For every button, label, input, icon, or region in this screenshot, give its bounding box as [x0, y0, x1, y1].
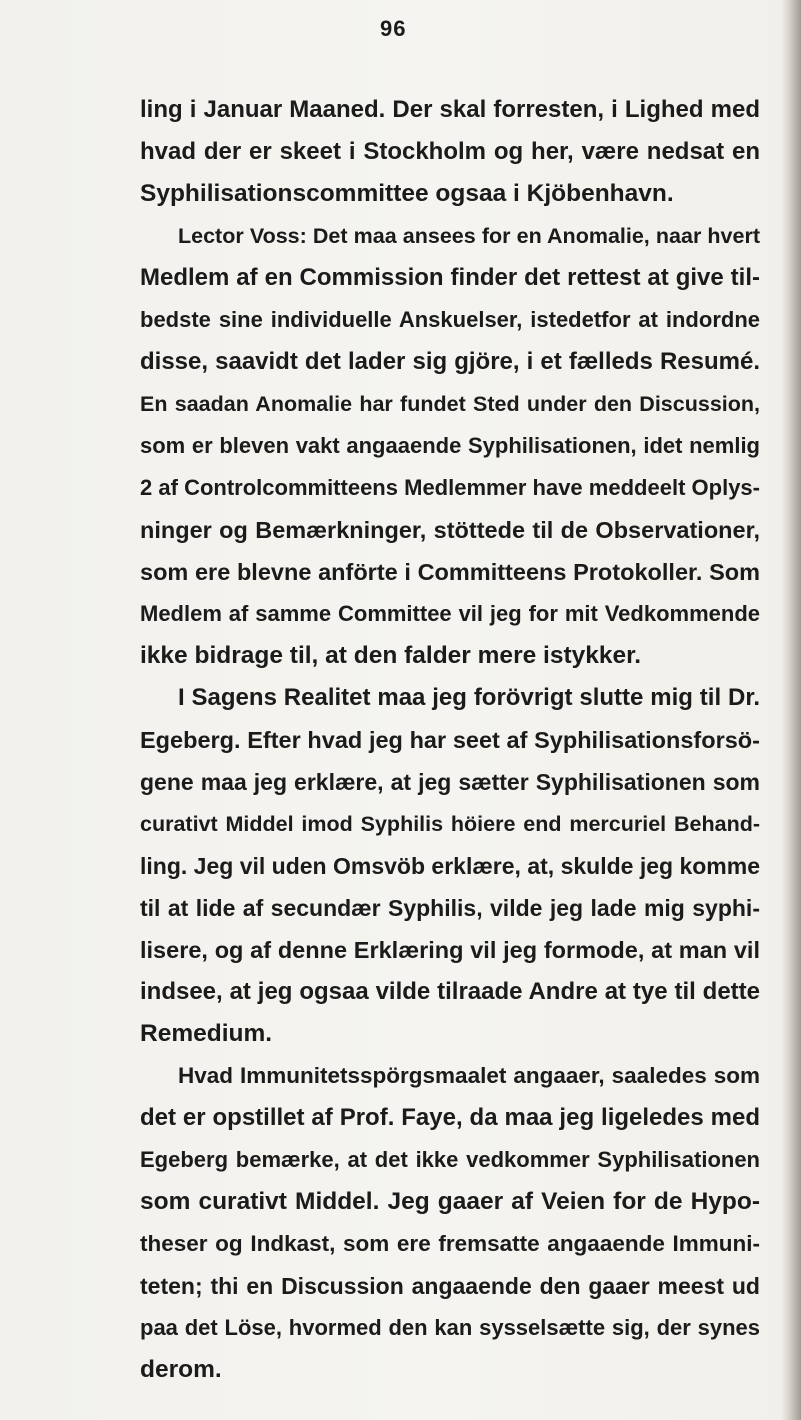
text-line: gene maa jeg erklære, at jeg sætter Syphilisationen som — [140, 769, 760, 795]
text-line: paa det Löse, hvormed den kan sysselsætte sig, der synes — [140, 1315, 760, 1340]
text-line: Hvad Immunitetsspörgsmaalet angaaer, saaledes som — [178, 1063, 760, 1088]
text-line: lisere, og af denne Erklæring vil jeg formode, at man vil — [140, 937, 760, 963]
body-text — [140, 89, 760, 1391]
text-line: Egeberg. Efter hvad jeg har seet af Syphilisationsforsö- — [140, 727, 760, 753]
text-line: indsee, at jeg ogsaa vilde tilraade Andre at tye til dette — [140, 978, 760, 1005]
text-line: Remedium. — [140, 1020, 273, 1047]
text-line: 2 af Controlcommitteens Medlemmer have meddeelt Oplys- — [140, 475, 760, 500]
text-line: teten; thi en Discussion angaaende den gaaer meest ud — [140, 1273, 760, 1299]
text-line: til at lide af secundær Syphilis, vilde jeg lade mig syphi- — [140, 895, 760, 921]
text-line: Lector Voss: Det maa ansees for en Anomalie, naar hvert — [178, 224, 760, 248]
text-line: ninger og Bemærkninger, stöttede til de Observationer, — [140, 517, 760, 543]
text-line: som curativt Middel. Jeg gaaer af Veien for de Hypo- — [140, 1188, 760, 1215]
text-line: Medlem af samme Committee vil jeg for mit Vedkommende — [140, 601, 760, 626]
text-line: ikke bidrage til, at den falder mere istykker. — [140, 642, 642, 669]
text-line: derom. — [140, 1356, 222, 1383]
text-line: det er opstillet af Prof. Faye, da maa jeg ligeledes med — [140, 1104, 760, 1131]
text-line: hvad der er skeet i Stockholm og her, være nedsat en — [140, 138, 760, 165]
text-line: som er bleven vakt angaaende Syphilisationen, idet nemlig — [140, 433, 760, 458]
text-line: ling i Januar Maaned. Der skal forresten, i Lighed med — [140, 96, 760, 123]
text-line: ling. Jeg vil uden Omsvöb erklære, at, skulde jeg komme — [140, 853, 760, 879]
text-line: Egeberg bemærke, at det ikke vedkommer Syphilisationen — [140, 1147, 760, 1172]
text-line: I Sagens Realitet maa jeg forövrigt slutte mig til Dr. — [178, 684, 760, 711]
text-line: curativt Middel imod Syphilis höiere end mercuriel Behand- — [140, 812, 760, 836]
text-line: theser og Indkast, som ere fremsatte angaaende Immuni- — [140, 1231, 760, 1256]
text-line: En saadan Anomalie har fundet Sted under den Discussion, — [140, 392, 760, 416]
text-line: som ere blevne anförte i Committeens Protokoller. Som — [140, 559, 760, 585]
text-line: bedste sine individuelle Anskuelser, istedetfor at indordne — [140, 307, 760, 332]
page-number: 96 — [380, 16, 407, 41]
text-line: Syphilisationscommittee ogsaa i Kjöbenhavn. — [140, 180, 674, 207]
page-edge-shadow — [781, 0, 801, 1420]
text-line: Medlem af en Commission finder det rettest at give til- — [140, 264, 760, 291]
text-line: disse, saavidt det lader sig gjöre, i et fælleds Resumé. — [140, 348, 760, 375]
